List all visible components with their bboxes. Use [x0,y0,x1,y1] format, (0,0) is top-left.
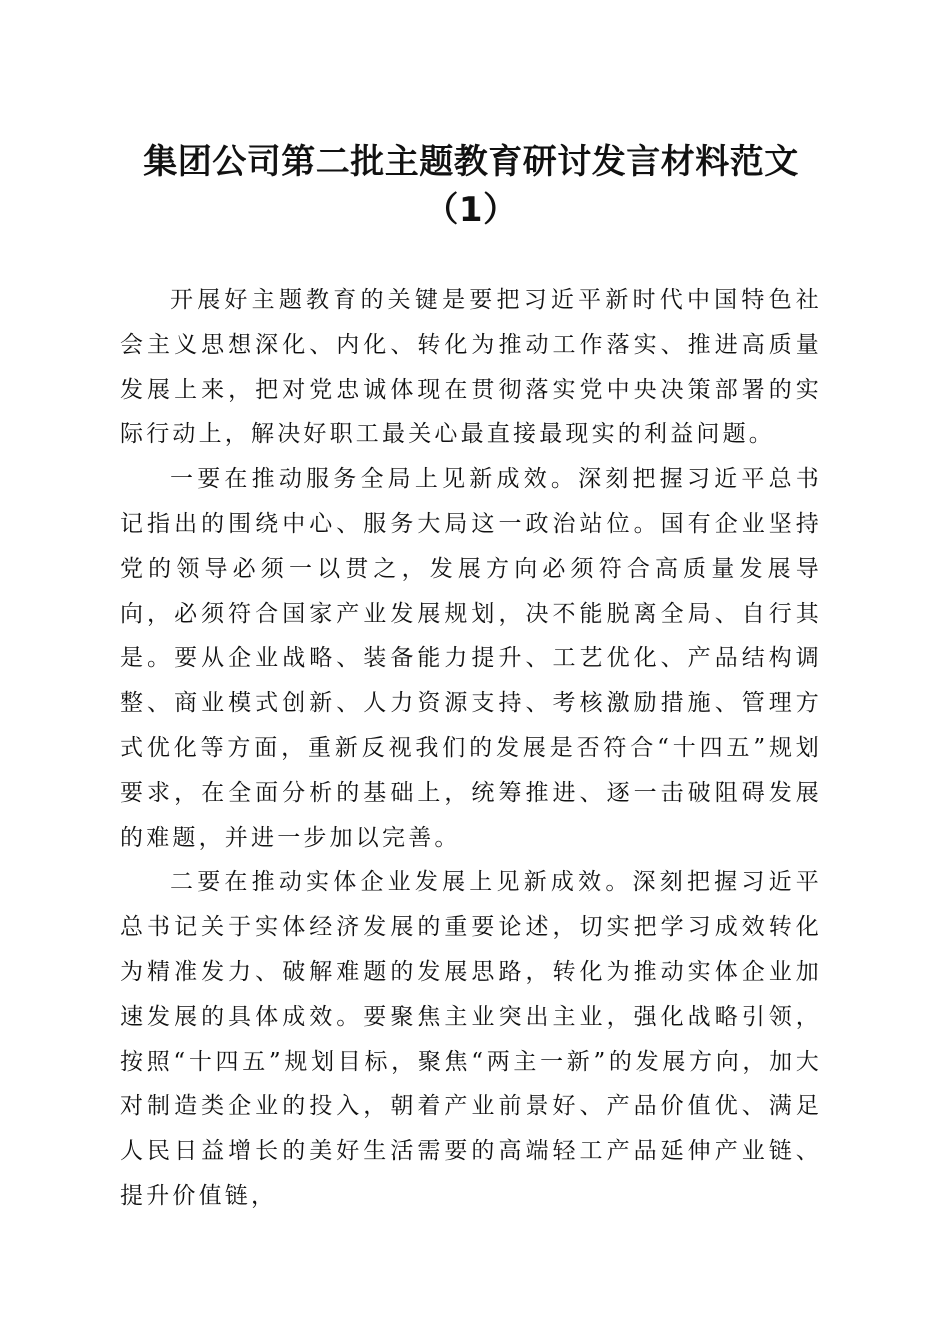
paragraph-point-1: 一要在推动服务全局上见新成效。深刻把握习近平总书记指出的围绕中心、服务大局这一政治站位。国有企业坚持党的领导必须一以贯之，发展方向必须符合高质量发展导向，必须符合国家产业发展规划，决不能脱离全局、自行其是。要从企业战略、装备能力提升、工艺优化、产品结构调整、商业模式创新、人力资源支持、考核激励措施、管理方式优化等方面，重新反视我们的发展是否符合“十四五”规划要求，在全面分析的基础上，统筹推进、逐一击破阻碍发展的难题，并进一步加以完善。 [120,466,822,851]
document-title [120,138,822,234]
document-body [120,278,822,1219]
title-line-1: 集团公司第二批主题教育研讨发言材料范文 [143,142,799,182]
paragraph-point-2: 二要在推动实体企业发展上见新成效。深刻把握习近平总书记关于实体经济发展的重要论述，切实把学习成效转化为精准发力、破解难题的发展思路，转化为推动实体企业加速发展的具体成效。要聚焦主业突出主业，强化战略引领，按照“十四五”规划目标，聚焦“两主一新”的发展方向，加大对制造类企业的投入，朝着产业前景好、产品价值优、满足人民日益增长的美好生活需要的高端轻工产品延伸产业链、提升价值链， [120,869,822,1209]
title-line-2: （1） [424,190,518,230]
paragraph-intro: 开展好主题教育的关键是要把习近平新时代中国特色社会主义思想深化、内化、转化为推动工作落实、推进高质量发展上来，把对党忠诚体现在贯彻落实党中央决策部署的实际行动上，解决好职工最关心最直接最现实的利益问题。 [120,287,822,448]
